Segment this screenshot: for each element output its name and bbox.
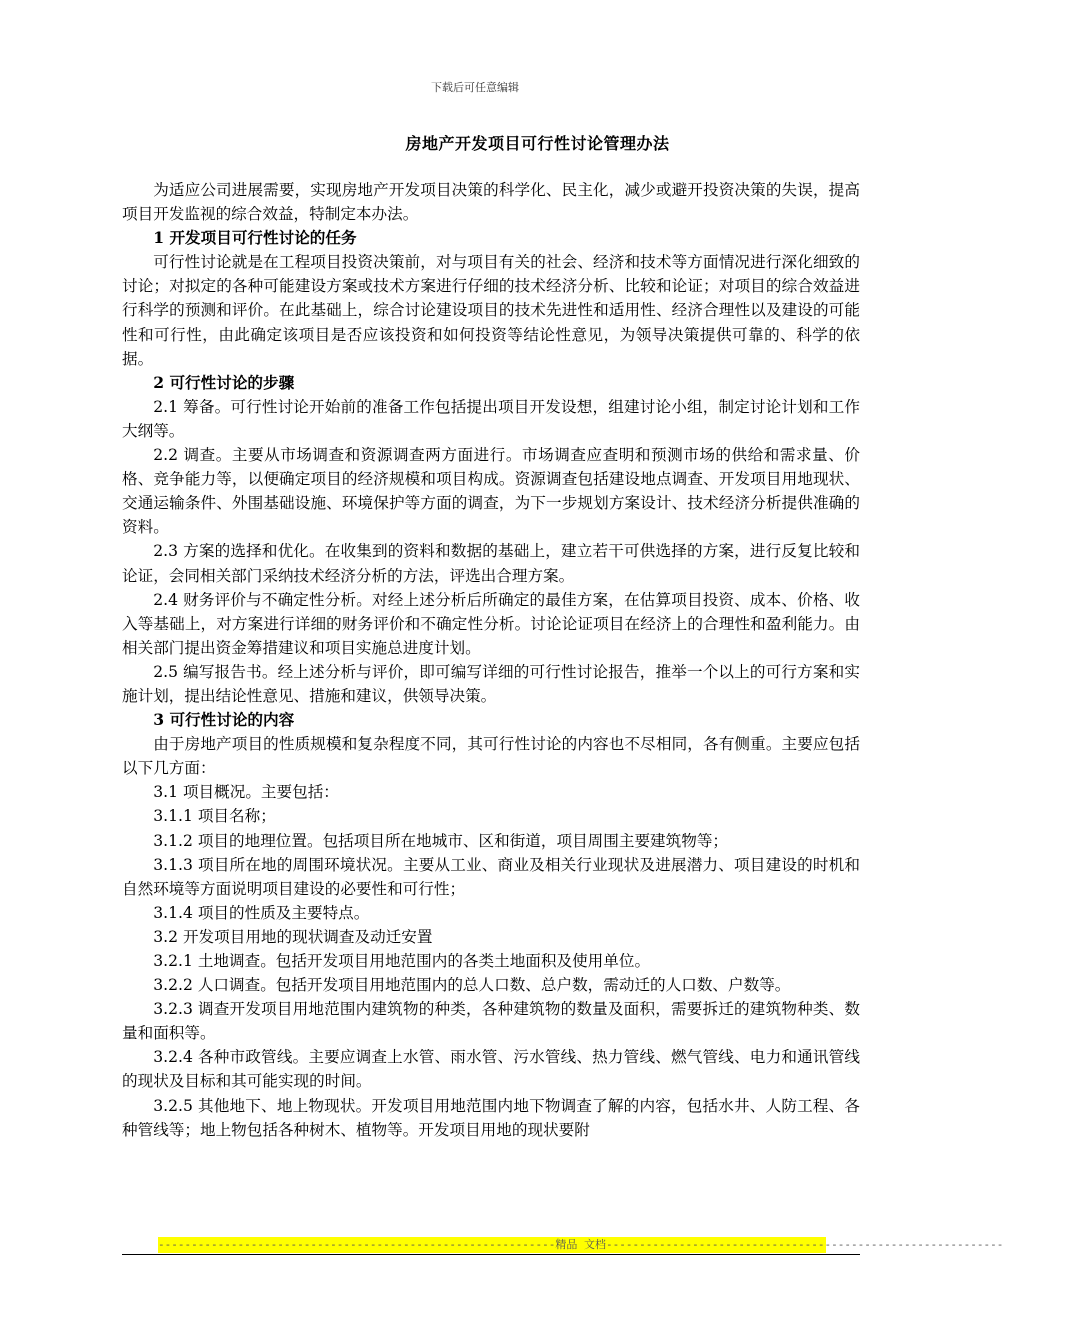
paragraph: 3.1.4 项目的性质及主要特点。 — [153, 903, 370, 922]
footer-label: ------------------------------------------------------------精品 文档------------------------------------------------------------ — [158, 1238, 1004, 1251]
paragraph: 为适应公司进展需要，实现房地产开发项目决策的科学化、民主化，减少或避开投资决策的失误，提高项目开发监视的综合效益，特制定本办法。 — [122, 181, 860, 224]
document-body — [122, 178, 860, 1142]
paragraph: 2.1 筹备。可行性讨论开始前的准备工作包括提出项目开发设想，组建讨论小组，制定讨论计划和工作大纲等。 — [122, 397, 860, 440]
footer-rule — [122, 1254, 860, 1255]
paragraph: 3.1.1 项目名称； — [153, 807, 276, 826]
section-heading: 1 开发项目可行性讨论的任务 — [153, 228, 357, 248]
paragraph: 3.2.1 土地调查。包括开发项目用地范围内的各类土地面积及使用单位。 — [153, 952, 651, 970]
paragraph: 3.2.4 各种市政管线。主要应调查上水管、雨水管、污水管线、热力管线、燃气管线、电力和通讯管线的现状及目标和其可能实现的时间。 — [122, 1048, 860, 1091]
paragraph: 2.3 方案的选择和优化。在收集到的资料和数据的基础上，建立若干可供选择的方案，进行反复比较和论证，会同相关部门采纳技术经济分析的方法，评选出合理方案。 — [122, 542, 860, 585]
paragraph: 3.2.2 人口调查。包括开发项目用地范围内的总人口数、总户数，需动迁的人口数、户数等。 — [153, 976, 791, 995]
paragraph: 3.1.3 项目所在地的周围环境状况。主要从工业、商业及相关行业现状及进展潜力、项目建设的时机和自然环境等方面说明项目建设的必要性和可行性； — [122, 855, 860, 898]
section-heading: 3 可行性讨论的内容 — [153, 710, 295, 730]
paragraph: 3.2.5 其他地下、地上物现状。开发项目用地范围内地下物调查了解的内容，包括水井、人防工程、各种管线等；地上物包括各种树木、植物等。开发项目用地的现状要附 — [122, 1096, 860, 1139]
document-title: 房地产开发项目可行性讨论管理办法 — [405, 134, 670, 153]
paragraph: 2.2 调查。主要从市场调查和资源调查两方面进行。市场调查应查明和预测市场的供给和需求量、价格、竞争能力等，以便确定项目的经济规模和项目构成。资源调查包括建设地点调查、开发项目用地现状、交通运输条件、外围基础设施、环境保护等方面的调查，为下一步规划方案设计、技术经济分析提供准确的资料。 — [122, 446, 860, 537]
paragraph: 2.4 财务评价与不确定性分析。对经上述分析后所确定的最佳方案，在估算项目投资、成本、价格、收入等基础上，对方案进行详细的财务评价和不确定性分析。讨论论证项目在经济上的合理性和盈利能力。由相关部门提出资金筹措建议和项目实施总进度计划。 — [122, 590, 860, 657]
header-note: 下载后可任意编辑 — [431, 81, 519, 94]
section-heading: 2 可行性讨论的步骤 — [153, 372, 295, 392]
paragraph: 3.2 开发项目用地的现状调查及动迁安置 — [153, 927, 433, 946]
paragraph: 2.5 编写报告书。经上述分析与评价，即可编写详细的可行性讨论报告，推举一个以上的可行方案和实施计划，提出结论性意见、措施和建议，供领导决策。 — [122, 662, 860, 705]
paragraph: 3.1 项目概况。主要包括： — [153, 783, 339, 802]
paragraph: 可行性讨论就是在工程项目投资决策前，对与项目有关的社会、经济和技术等方面情况进行深化细致的讨论；对拟定的各种可能建设方案或技术方案进行仔细的技术经济分析、比较和论证；对项目的综合效益进行科学的预测和评价。在此基础上，综合讨论建设项目的技术先进性和适用性、经济合理性以及建设的可能性和可行性，由此确定该项目是否应该投资和如何投资等结论性意见，为领导决策提供可靠的、科学的依据。 — [122, 253, 860, 368]
paragraph: 3.2.3 调查开发项目用地范围内建筑物的种类，各种建筑物的数量及面积，需要拆迁的建筑物种类、数量和面积等。 — [122, 1000, 860, 1043]
paragraph: 由于房地产项目的性质规模和复杂程度不同，其可行性讨论的内容也不尽相同，各有侧重。主要应包括以下几方面： — [122, 735, 860, 778]
paragraph: 3.1.2 项目的地理位置。包括项目所在地城市、区和街道，项目周围主要建筑物等； — [153, 831, 729, 850]
page-footer — [122, 1236, 1004, 1256]
